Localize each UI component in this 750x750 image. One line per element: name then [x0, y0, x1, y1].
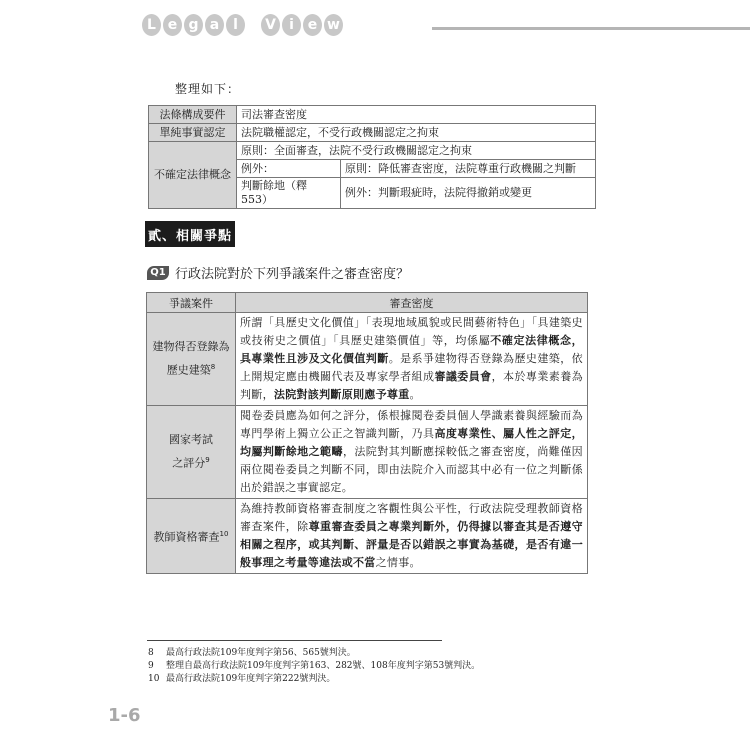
text-run: 閱卷委員應為如何之評分，係根據閱卷委員個人學識素養與經驗而為專門學術上獨立公正之智識判斷，乃具	[240, 409, 583, 440]
footnote-rule	[147, 640, 442, 641]
footnote	[148, 660, 480, 673]
text-run: ，本於專業素養為判斷，	[240, 370, 583, 401]
case-label: 教師資格審查	[153, 530, 220, 544]
row-label: 不確定法律概念	[149, 142, 237, 209]
row-label: 單純事實認定	[149, 124, 237, 142]
emphasis: 尊重審查委員之專業判斷外，仍得據以審查其是否遵守相關之程序，或其判斷、評量是否以錯誤之事實為基礎，是否有違一般事理之考量等違法或不當	[240, 520, 583, 569]
footnote-number: 8	[148, 648, 154, 658]
text-run: 。	[409, 388, 421, 401]
text-run: 為維持教師資格審查制度之客觀性與公平性，行政法院受理教師資格審查案件，除	[240, 502, 583, 533]
review-text	[236, 499, 588, 574]
exception-label: 例外：	[237, 160, 341, 178]
footnote-ref: 10	[219, 530, 229, 539]
column-header: 爭議案件	[147, 293, 236, 313]
header-letter: i	[282, 14, 301, 36]
question-text: 行政法院對於下列爭議案件之審查密度？	[175, 267, 410, 282]
row-value: 法院職權認定，不受行政機關認定之拘束	[237, 124, 596, 142]
emphasis: 高度專業性、屬人性之評定，均屬判斷餘地之範疇	[240, 427, 583, 458]
header-letter: l	[226, 14, 245, 36]
footnote	[148, 673, 480, 686]
table-row	[149, 142, 596, 160]
emphasis: 法院對該判斷原則應予尊重	[273, 388, 410, 401]
table-header-row	[147, 293, 588, 313]
row-value: 司法審查密度	[237, 106, 596, 124]
footnote-number: 9	[148, 661, 154, 671]
footnote	[148, 647, 480, 660]
question	[147, 263, 409, 282]
text-run: ，法院對其判斷應採較低之審查密度，尚難僅因兩位閱卷委員之判斷不同，即由法院介入而認其中必有一位之判斷係出於錯誤之事實認定。	[240, 445, 583, 494]
footnote-text: 最高行政法院109年度判字第222號判決。	[166, 674, 336, 684]
header-rule	[432, 27, 750, 30]
footnote-text: 整理自最高行政法院109年度判字第163、282號、108年度判字第53號判決。	[166, 661, 481, 671]
table-row	[149, 124, 596, 142]
review-text	[236, 313, 588, 406]
case-cell	[147, 313, 236, 406]
header-space	[247, 14, 259, 36]
header-letter: V	[261, 14, 280, 36]
case-cell	[147, 499, 236, 574]
page-number: 1-6	[108, 705, 141, 726]
exception-rule: 原則：降低審查密度，法院尊重行政機關之判斷	[341, 160, 596, 178]
footnote-number: 10	[148, 674, 160, 684]
section-title: 貳、相關爭點	[145, 221, 235, 247]
exception-sub: 判斷餘地（釋 553）	[237, 178, 341, 209]
case-label: 建物得否登錄為	[152, 340, 230, 354]
text-run: 之情事。	[375, 556, 421, 569]
case-cell	[147, 406, 236, 499]
exception-exception: 例外：判斷瑕疵時，法院得撤銷或變更	[341, 178, 596, 209]
case-label: 之評分	[172, 456, 206, 470]
row-label: 法條構成要件	[149, 106, 237, 124]
principle-cell: 原則：全面審查，法院不受行政機關認定之拘束	[237, 142, 596, 160]
review-text	[236, 406, 588, 499]
column-header: 審查密度	[236, 293, 588, 313]
header-letter: e	[163, 14, 182, 36]
emphasis: 審議委員會	[434, 370, 492, 383]
question-badge: Q1	[147, 266, 169, 280]
header-title	[142, 14, 343, 36]
review-table	[146, 292, 588, 574]
table-row	[147, 499, 588, 574]
table-row	[147, 406, 588, 499]
header-letter: g	[184, 14, 203, 36]
table-row	[149, 106, 596, 124]
footnote-text: 最高行政法院109年度判字第56、565號判決。	[166, 648, 356, 658]
case-label: 歷史建築	[166, 363, 211, 377]
text-run: 。是系爭建物得否登錄為歷史建築，依上開規定應由機關代表及專家學者組成	[240, 352, 583, 383]
header-letter: L	[142, 14, 161, 36]
emphasis: 不確定法律概念，具專業性且涉及文化價值判斷	[240, 334, 583, 365]
text-run: 所謂「具歷史文化價值」「表現地域風貌或民間藝術特色」「具建築史或技術史之價值」「具歷史建築價值」等，均係屬	[240, 316, 583, 347]
header-letter: e	[303, 14, 322, 36]
table-row	[147, 313, 588, 406]
footnote-ref: 9	[205, 456, 210, 465]
case-label: 國家考試	[169, 433, 213, 447]
running-header	[142, 10, 662, 48]
summary-table	[148, 105, 596, 209]
footnotes	[148, 647, 480, 686]
intro-text: 整理如下：	[175, 82, 241, 96]
header-letter: w	[324, 14, 343, 36]
footnote-ref: 8	[210, 363, 216, 372]
header-letter: a	[205, 14, 224, 36]
